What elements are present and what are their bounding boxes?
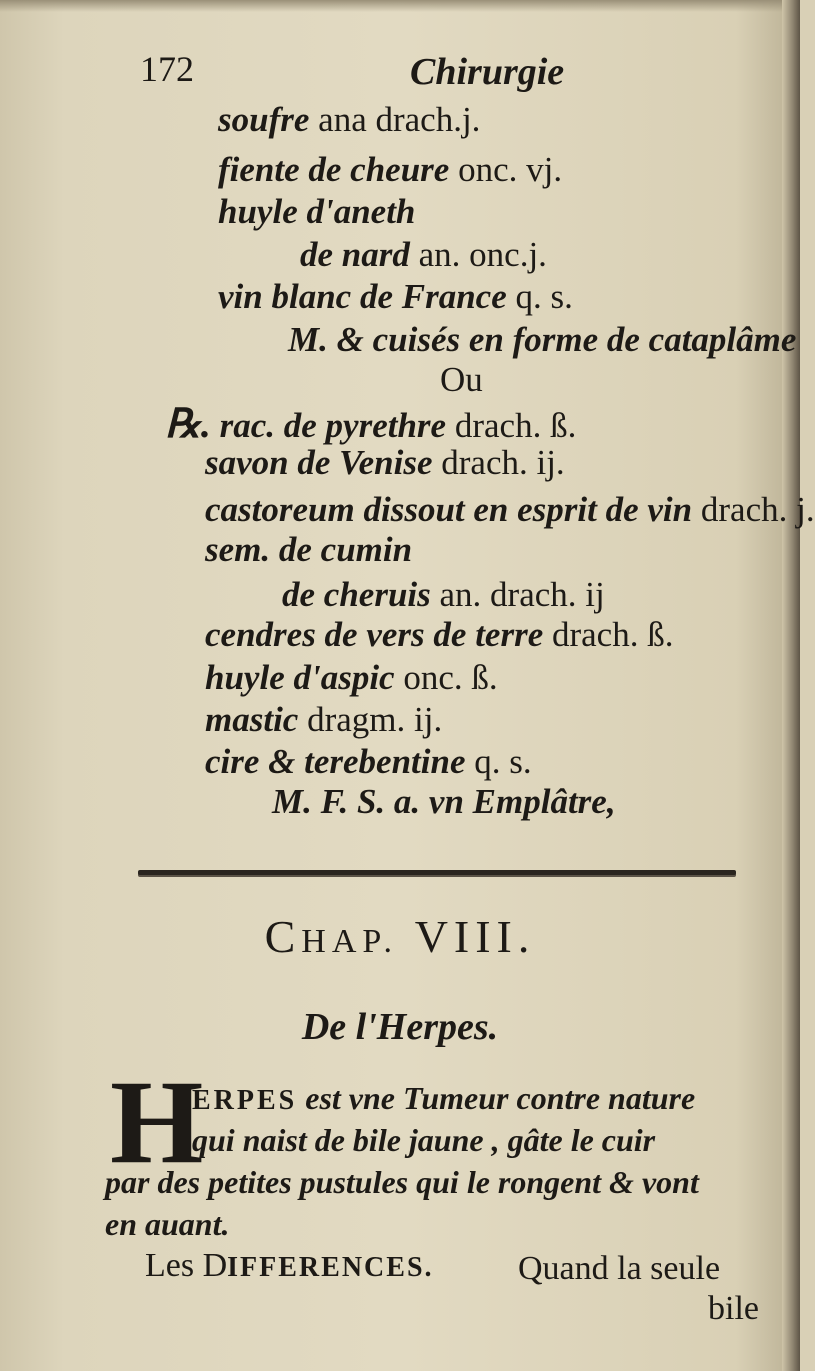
drop-cap: H	[110, 1055, 204, 1188]
running-head: Chirurgie	[410, 51, 565, 93]
recipe-instruction: M. F. S. a. vn Emplâtre,	[272, 782, 616, 821]
differences-text: Quand la seule	[518, 1250, 721, 1287]
paragraph-line: ERPES est vne Tumeur contre nature	[192, 1080, 696, 1116]
separator-word: Ou	[440, 360, 483, 399]
page-edge	[782, 0, 800, 1371]
recipe-line: castoreum dissout en esprit de vin drach. j.	[205, 490, 815, 529]
paragraph-line: qui naist de bile jaune , gâte le cuir	[192, 1122, 656, 1158]
section-divider	[138, 870, 736, 875]
recipe-line: fiente de cheure onc. vj.	[218, 150, 563, 189]
recipe-line: soufre ana drach.j.	[218, 100, 481, 139]
differences-line: Les DIFFERENCES.	[145, 1247, 434, 1284]
paragraph-line: en auant.	[105, 1206, 230, 1242]
paragraph-line: par des petites pustules qui le rongent & vont	[105, 1164, 699, 1200]
chapter-title: De l'Herpes.	[301, 1006, 499, 1048]
recipe-line: savon de Venise drach. ij.	[205, 443, 565, 482]
recipe-instruction: M. & cuisés en forme de cataplâme	[288, 320, 797, 359]
recipe-line: huyle d'aneth	[218, 192, 416, 231]
recipe-line: cire & terebentine q. s.	[205, 742, 532, 781]
recipe-line: de cheruis an. drach. ij	[282, 575, 605, 614]
chapter-heading: CHAP. VIII.	[264, 911, 536, 962]
recipe-line: mastic dragm. ij.	[205, 700, 443, 739]
recipe-line: cendres de vers de terre drach. ß.	[205, 615, 674, 654]
recipe-line: de nard an. onc.j.	[300, 235, 547, 274]
recipe-symbol: ℞.	[165, 401, 211, 446]
page-top-shadow	[0, 0, 800, 12]
paragraph-line: bile	[708, 1290, 759, 1327]
recipe-line: huyle d'aspic onc. ß.	[205, 658, 498, 697]
page-number: 172	[140, 49, 194, 89]
recipe-line: sem. de cumin	[205, 530, 413, 569]
recipe-line: vin blanc de France q. s.	[218, 277, 573, 316]
recipe-line: ℞. rac. de pyrethre drach. ß.	[165, 401, 577, 446]
